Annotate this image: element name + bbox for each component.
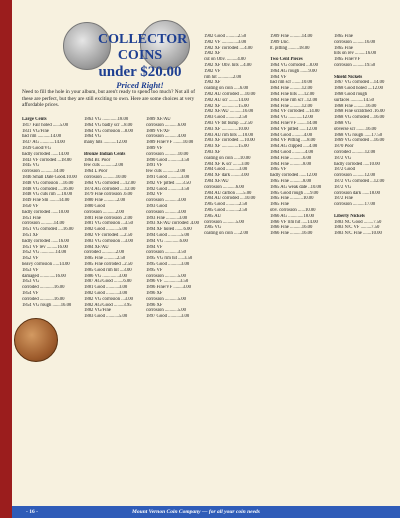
coin-list-item: corrosion ...........6.00 bbox=[146, 122, 186, 128]
copper-coin-image bbox=[14, 318, 58, 362]
coin-list-item: 1904 AU carbon ......5.00 bbox=[204, 190, 252, 196]
coin-list-item: 1884 XF/AU bbox=[84, 244, 109, 250]
coin-list-item: 1851 Fine bbox=[22, 215, 41, 221]
coin-list-item: damaged .............16.00 bbox=[22, 273, 66, 279]
coin-list-item: 1883 VG corrosion ...3.00 bbox=[84, 238, 133, 244]
page-footer bbox=[12, 506, 400, 518]
coin-list-item: 1904 Good ...........3.00 bbox=[204, 167, 248, 173]
coin-list-item: 1887 AG/Good ........6.00 bbox=[84, 279, 132, 285]
coin-list-item: 1880 Good bbox=[84, 203, 105, 209]
coin-list-item: 1902 XF bbox=[204, 80, 221, 86]
coin-list-item: 1868 VG corroded ...16.00 bbox=[334, 115, 385, 121]
coin-list-item: 1864 Fine ..........12.00 bbox=[270, 103, 313, 109]
coin-list-item: 1881 Good ...........3.00 bbox=[84, 285, 128, 291]
coin-list-item: 1892 VF pitted ......3.50 bbox=[146, 180, 191, 186]
coin-list-item: few cuts ............2.00 bbox=[146, 169, 186, 175]
coin-list-item: 1896 Fine/VF ........3.00 bbox=[146, 285, 191, 291]
coin-list-item: 1851 VF rev .........16.00 bbox=[22, 244, 68, 250]
coin-list-item: 1854 VG rough .......16.00 bbox=[22, 302, 72, 308]
coin-list-item: 1890 Good ...........3.50 bbox=[146, 157, 190, 163]
coin-list-item: corrosion ...........10.00 bbox=[84, 174, 127, 180]
coin-list-item: 1865 Fine ...........10.00 bbox=[270, 196, 314, 202]
coin-list-item: 1872 VG bbox=[334, 155, 352, 161]
coin-list-item: 1903 VF bit bump ....2.50 bbox=[204, 120, 253, 126]
coin-list-item: 1872 VG bbox=[334, 184, 352, 190]
coin-list-item: 1872 VG corroded ...12.00 bbox=[334, 178, 385, 184]
coin-list-item: 1869 VG corroded ...16.00 bbox=[334, 138, 385, 144]
coin-list-item: badly corroded ......10.00 bbox=[22, 209, 69, 215]
coin-list-item: corroded ............2.00 bbox=[84, 250, 125, 256]
coin-list-item: corrosion ...........5.00 bbox=[146, 273, 186, 279]
coin-list-item: 1866 VF rim hit .....14.00 bbox=[270, 219, 318, 225]
coin-list-item: 1852 VG .............14.00 bbox=[22, 250, 67, 256]
coin-list-item: 1902 AU corroded ....10.00 bbox=[204, 91, 256, 97]
coin-list-item: 1848 VG corrosion ...16.00 bbox=[22, 180, 74, 186]
coin-list-item: 1883 Good ...........5.00 bbox=[84, 314, 128, 320]
coin-list-item: 1864 VF corroded ...14.00 bbox=[270, 109, 320, 115]
coin-list-item: 1905 Good ...........2.50 bbox=[204, 207, 248, 213]
coin-list-item: 1831 VG/Fine bbox=[22, 128, 49, 134]
coin-list-item: 1905 AU bbox=[204, 213, 222, 219]
coin-list-item: 1866 Fine ..........16.00 bbox=[270, 225, 313, 231]
coin-list-item: 1868 VG bbox=[334, 120, 352, 126]
coin-list-item: 1885 Fine ...........2.50 bbox=[84, 256, 126, 262]
coin-list-item: 1882 VG/Fine bbox=[84, 308, 111, 314]
coin-list-item: 1882 Good ...........3.00 bbox=[84, 290, 128, 296]
coin-list-item: 1894 VG .............6.00 bbox=[146, 238, 188, 244]
coin-list-item: 1850 VF bbox=[22, 203, 39, 209]
coin-list-item: 1879 Fine corrosion .6.00 bbox=[84, 192, 133, 198]
coin-list-item: bad rim scr ........10.00 bbox=[270, 80, 313, 86]
coin-list-item: 1902 VF ..............3.00 bbox=[204, 39, 247, 45]
coin-list-item: 1864 Br. Poor bbox=[84, 157, 111, 163]
coin-list-item: 1882 AG/Good ........3.95 bbox=[84, 302, 132, 308]
coin-list-item: 1896 VF ..............3.50 bbox=[146, 279, 189, 285]
coin-list-item: 1902 XF Obv. hits ...4.00 bbox=[204, 62, 252, 68]
coin-list-item: heavy corrosion .....14.00 bbox=[22, 261, 70, 267]
coin-list-item: 1909 Fine ..........14.00 bbox=[270, 34, 313, 39]
coin-list-item: 1864 Fine ..........12.00 bbox=[270, 86, 313, 92]
coin-list-item: 1882 VG corrosion ...3.00 bbox=[84, 296, 133, 302]
coin-list-item: 1865 VF bbox=[270, 167, 287, 173]
coin-list-item: Liberty Nickels bbox=[334, 213, 365, 219]
coin-list-item: obv. corrosion ......10.00 bbox=[270, 207, 316, 213]
coin-list-item: 1903 AU rim hits ....10.00 bbox=[204, 132, 254, 138]
coin-list-item: 1885 Fine corroded ..2.50 bbox=[84, 261, 133, 267]
coin-list-item: 1886 VG ..............3.00 bbox=[84, 273, 128, 279]
coin-list-item: 1904 XF dark ........3.00 bbox=[204, 173, 249, 179]
coin-list-item: 1904 XF K scr .......3.00 bbox=[204, 161, 250, 167]
coin-list-item: 1848 VG cuts rim ....10.00 bbox=[22, 192, 73, 198]
coin-list-item: badly corroded ......12.00 bbox=[270, 173, 317, 179]
coin-list-item: 1868 VG rough ......17.50 bbox=[334, 132, 383, 138]
coin-list-item: 1870 Poor bbox=[334, 144, 354, 150]
coin-list-item: Bronze Indian Cents bbox=[84, 151, 126, 157]
coin-list-item: 1874 AG corroded ....12.00 bbox=[84, 186, 136, 192]
coin-list-item: 1889 VF bbox=[146, 145, 163, 151]
coin-list-item: lt. pitting .........18.00 bbox=[270, 45, 310, 51]
coin-list-item: 1891 Good ...........3.00 bbox=[146, 174, 190, 180]
coin-list-item: 1902 Good ..........2.50 bbox=[204, 34, 247, 39]
coin-list-item: 1846 Small Date Good.10.00 bbox=[22, 174, 77, 180]
coin-list-item: 1868 Fine scratched .16.00 bbox=[334, 109, 385, 115]
coin-list-item: 1891 VF bbox=[146, 163, 163, 169]
coin-list-item: 1903 XF bbox=[204, 149, 221, 155]
coin-list-item: 1904 XF/AU bbox=[204, 178, 229, 184]
coin-list-item: 1883 N/C VF .........7.50 bbox=[334, 225, 380, 231]
coin-list-item: 1851 VG corroded ....16.00 bbox=[22, 227, 74, 233]
coin-list-item: corroded ...........12.00 bbox=[334, 149, 376, 155]
coin-list-item: 1864 L Poor bbox=[84, 169, 108, 175]
coin-list-item: corrosion ..........12.00 bbox=[334, 173, 376, 179]
coin-list-item: many hits ...........12.00 bbox=[84, 140, 127, 146]
coin-list-item: 1889 Fine/VF ........10.00 bbox=[146, 140, 194, 146]
coin-list-item: 1904 AU corroded ....10.00 bbox=[204, 196, 256, 202]
coin-list-item: corrosion ...........5.00 bbox=[146, 308, 186, 314]
coin-list-item: 1854 VF bbox=[22, 290, 39, 296]
coin-list-item: corroded ............16.00 bbox=[22, 296, 65, 302]
coin-list-item: 1864 AG rough .......9.00 bbox=[270, 68, 317, 74]
coin-list-item: corrosion ...........5.00 bbox=[146, 296, 186, 302]
coin-list-item: 1903 XF corroded ....10.00 bbox=[204, 138, 255, 144]
coin-list-item: 1889 XF/AU bbox=[146, 117, 171, 122]
coin-list-item: hits on rev .........16.00 bbox=[334, 51, 377, 57]
coin-list-item: 1902 VF bbox=[204, 68, 221, 74]
coin-list-item: 1902 XF corroded ....4.00 bbox=[204, 45, 253, 51]
coin-list-item: 1864 Fine hits .....12.00 bbox=[270, 91, 315, 97]
coin-list-item: 1864 VG badly scr ...8.00 bbox=[84, 122, 133, 128]
coin-list-item: 1865 Fine bbox=[334, 34, 353, 39]
coin-list-item: 1903 Good ...........2.50 bbox=[204, 115, 248, 121]
coin-list-item: corrosion ..........19.50 bbox=[334, 62, 376, 68]
coin-list-item: 1896 XF bbox=[146, 290, 163, 296]
coin-list-item: 1866 AG .............18.00 bbox=[270, 213, 315, 219]
coin-list-item: 1864 VF bbox=[270, 74, 287, 80]
coin-list-item: 1893 XF/AU corroded .4.00 bbox=[146, 221, 199, 227]
coin-list-item: 1909 Unc. bbox=[270, 39, 290, 45]
coin-list-item: 1885 Good rim hit ...3.00 bbox=[84, 267, 132, 273]
coin-list-item: 1864 VG corroded ...8.00 bbox=[270, 62, 318, 68]
coin-list-item: corrosion dark ......18.00 bbox=[334, 190, 380, 196]
coin-list-item: 1864 Fine rim scr ..12.00 bbox=[270, 97, 318, 103]
coin-list-column bbox=[22, 117, 80, 308]
footer-tagline: Mount Vernon Coin Company — for all your coin needs bbox=[132, 509, 260, 515]
coin-list-item: 1863 VG .............18.00 bbox=[84, 117, 129, 122]
coin-list-item: 1853 VG bbox=[22, 279, 40, 285]
coin-list-column bbox=[334, 34, 394, 237]
coin-list-item: 1845 VG bbox=[22, 163, 40, 169]
coin-list-item: 1894 Good ...........5.00 bbox=[146, 232, 190, 238]
coin-list-item: 1882 Good ...........5.00 bbox=[84, 227, 128, 233]
coin-list-item: corrosion ...........14.00 bbox=[22, 169, 65, 175]
coin-list-item: 1894 VF bbox=[146, 244, 163, 250]
red-sidebar-strip bbox=[0, 0, 12, 518]
coin-list-item: 1864 VG corroded ....12.00 bbox=[84, 180, 136, 186]
coin-list-item: 1883 NC Good ........7.50 bbox=[334, 219, 382, 225]
coin-list-item: 1897 Good ...........3.00 bbox=[146, 314, 190, 320]
coin-list-item: 1864 VF pitted ......12.00 bbox=[270, 126, 318, 132]
coin-list-item: corrosion ...........6.00 bbox=[204, 184, 244, 190]
coin-list-item: Shield Nickels bbox=[334, 74, 363, 80]
coin-list-item: 1843 VF corroded ...18.00 bbox=[22, 157, 72, 163]
coin-list-item: 1903 XF ..............15.00 bbox=[204, 144, 249, 150]
coin-list-item: 1868 Fine ..........16.00 bbox=[334, 103, 377, 109]
coin-list-item: coating on coin .....2.00 bbox=[204, 231, 249, 237]
page-title-line-1: COLLECTOR bbox=[98, 32, 188, 47]
coin-list-item: 1903 XF ..............10.00 bbox=[204, 126, 249, 132]
coin-list-item: few cuts ............2.00 bbox=[84, 163, 124, 169]
coin-list-item: badly corroded ......16.00 bbox=[22, 238, 69, 244]
coin-list-item: coating on coin .....10.00 bbox=[204, 155, 251, 161]
coin-list-item: corrosion ...........4.00 bbox=[146, 134, 186, 140]
coin-list-item: 1817 Fair holed ......5.00 bbox=[22, 122, 69, 128]
coin-list-column bbox=[204, 34, 266, 237]
coin-list-item: 1872 Fine bbox=[334, 196, 353, 202]
coin-list-column bbox=[270, 34, 332, 237]
coin-list-item: corrosion ...........3.00 bbox=[146, 209, 186, 215]
coin-list-item: obverse scr ........16.00 bbox=[334, 126, 377, 132]
coin-list-item: 1851 XF bbox=[22, 232, 39, 238]
coin-list-item: coating on coin .....6.00 bbox=[204, 86, 249, 92]
coin-list-item: 1864 Fine ...........8.00 bbox=[270, 161, 312, 167]
coin-list-item: 1882 VF corroded ....2.50 bbox=[84, 232, 133, 238]
coin-list-item: corrosion ...........5.00 bbox=[204, 219, 244, 225]
coin-list-item: Large Cents bbox=[22, 117, 47, 122]
coin-list-item: surfaces ...........14.50 bbox=[334, 97, 374, 103]
coin-list-item: 1868 Good holed ....12.00 bbox=[334, 86, 383, 92]
coin-list-item: 1905 Good ...........2.50 bbox=[204, 202, 248, 208]
coin-list-item: Two Cent Pieces bbox=[270, 57, 303, 63]
coin-list-item: 1902 AU scr ........14.00 bbox=[204, 97, 249, 103]
coin-list-item: 1866 Fine ..........16.00 bbox=[270, 231, 313, 237]
coin-list-item: 1902 XF bbox=[204, 51, 221, 57]
coin-list-item: 1864 Good ...........4.00 bbox=[270, 149, 314, 155]
coin-list-item: 1880 Fine ...........2.00 bbox=[84, 198, 126, 204]
coin-list-item: 1889 VF/XF bbox=[146, 128, 170, 134]
coin-list-item: 1896 XF bbox=[146, 302, 163, 308]
coin-list-item: corrosion ...........3.50 bbox=[146, 250, 186, 256]
coin-list-item: corrosion ...........2.00 bbox=[84, 209, 124, 215]
coin-list-item: badly corroded .....10.00 bbox=[334, 161, 380, 167]
coin-list-item: badly corroded ......14.00 bbox=[22, 151, 69, 157]
coin-list-item: 1892 Good ...........3.50 bbox=[146, 186, 190, 192]
coin-list-item: bad rim ...........14.00 bbox=[22, 134, 62, 140]
coin-list-item: 1837 AG ............14.00 bbox=[22, 140, 65, 146]
coin-list-item: 1895 VF bbox=[146, 267, 163, 273]
coin-list-item: 1864 Fine ...........6.00 bbox=[270, 155, 312, 161]
coin-list-item: corrosion ...........14.00 bbox=[22, 221, 65, 227]
coin-list-item: corroded ............16.00 bbox=[22, 285, 65, 291]
page-title-line-2: COINS bbox=[117, 48, 163, 63]
coin-list-item: 1864 Good ..........4.00 bbox=[270, 132, 313, 138]
coin-list-item: 1852 VF bbox=[22, 256, 39, 262]
coin-list-item: corrosion ..........16.00 bbox=[334, 39, 376, 45]
coin-list-item: 1902 XF ..............15.00 bbox=[204, 103, 249, 109]
coin-list-item: 1865 Good rough .....9.00 bbox=[270, 190, 319, 196]
coin-list-item: 1865 AG weak date ..10.00 bbox=[270, 184, 322, 190]
coin-list-item: 1868 Good rough bbox=[334, 91, 368, 97]
coin-list-item: 1893 Good bbox=[146, 203, 167, 209]
coin-list-column bbox=[84, 117, 142, 320]
page-title-line-3: under $20.00 bbox=[98, 64, 182, 80]
coin-list-item: 1864 Fine/VF ........14.00 bbox=[270, 120, 318, 126]
intro-paragraph: Need to fill the hole in your album, but aren't ready to spend too much? Not all of these are perfect, but they are still exciting to own. Here are some choices at very affordable prices. bbox=[22, 89, 196, 109]
coin-list-item: 1881 Fine corrosion .2.00 bbox=[84, 215, 133, 221]
coin-list-item: 1864 AG clipped .....4.00 bbox=[270, 144, 318, 150]
coin-list-item: corrosion ...........10.00 bbox=[146, 151, 189, 157]
coin-list-item: 1881 VG corrosion ...3.50 bbox=[84, 221, 133, 227]
coin-list-item: 1848 VG corroded ....16.00 bbox=[22, 186, 74, 192]
coin-list-item: corrosion ...........3.00 bbox=[146, 198, 186, 204]
coin-list-item: 1895 VG rim hit .....3.50 bbox=[146, 256, 193, 262]
coin-list-item: 1883 N/C Fine .......10.00 bbox=[334, 231, 382, 237]
coin-list-item: 1865 Fine bbox=[270, 202, 289, 208]
coin-list-item: 1849 Fine Sm ........14.00 bbox=[22, 198, 70, 204]
coin-list-item: 1864 VF Pitting .....8.00 bbox=[270, 138, 316, 144]
coin-list-item: 1864 VG bbox=[84, 134, 102, 140]
coin-list-item: 1839 Good/VG bbox=[22, 145, 52, 151]
page-number: - 16 - bbox=[26, 509, 38, 515]
coin-list-item: 1892 VF bbox=[146, 192, 163, 198]
coin-list-item: 1902 XF/AU ...........16.00 bbox=[204, 109, 254, 115]
coin-list-item: 1894 XF holed .......6.00 bbox=[146, 227, 192, 233]
coin-list-item: 1853 VF bbox=[22, 267, 39, 273]
coin-list-item: 1864 VG ............12.00 bbox=[270, 115, 314, 121]
coin-list-item: 1872 Good bbox=[334, 167, 355, 173]
coin-list-item: 1865 Fine bbox=[334, 45, 353, 51]
coin-list-item: 1895 Good ...........3.00 bbox=[146, 261, 190, 267]
coin-list-item: 1865 Fine ...........8.00 bbox=[270, 178, 312, 184]
coin-list-item: 1905 VG bbox=[204, 225, 222, 231]
coin-list-item: 1865 Fine/VF bbox=[334, 57, 361, 63]
coin-list-item: cut on Obv. .........4.00 bbox=[204, 57, 246, 63]
coin-list-item: 1864 VG corrosion ...8.00 bbox=[84, 128, 133, 134]
coin-list-item: corrosion ..........17.00 bbox=[334, 202, 376, 208]
coin-list-item: 1867 VG corroded ...14.00 bbox=[334, 80, 385, 86]
coin-list-item: 1893 Fine ...........3.00 bbox=[146, 215, 188, 221]
coin-list-item: rim hit .............2.00 bbox=[204, 74, 242, 80]
coin-list-column bbox=[146, 117, 202, 320]
page-tagline: Priced Right! bbox=[116, 80, 164, 90]
